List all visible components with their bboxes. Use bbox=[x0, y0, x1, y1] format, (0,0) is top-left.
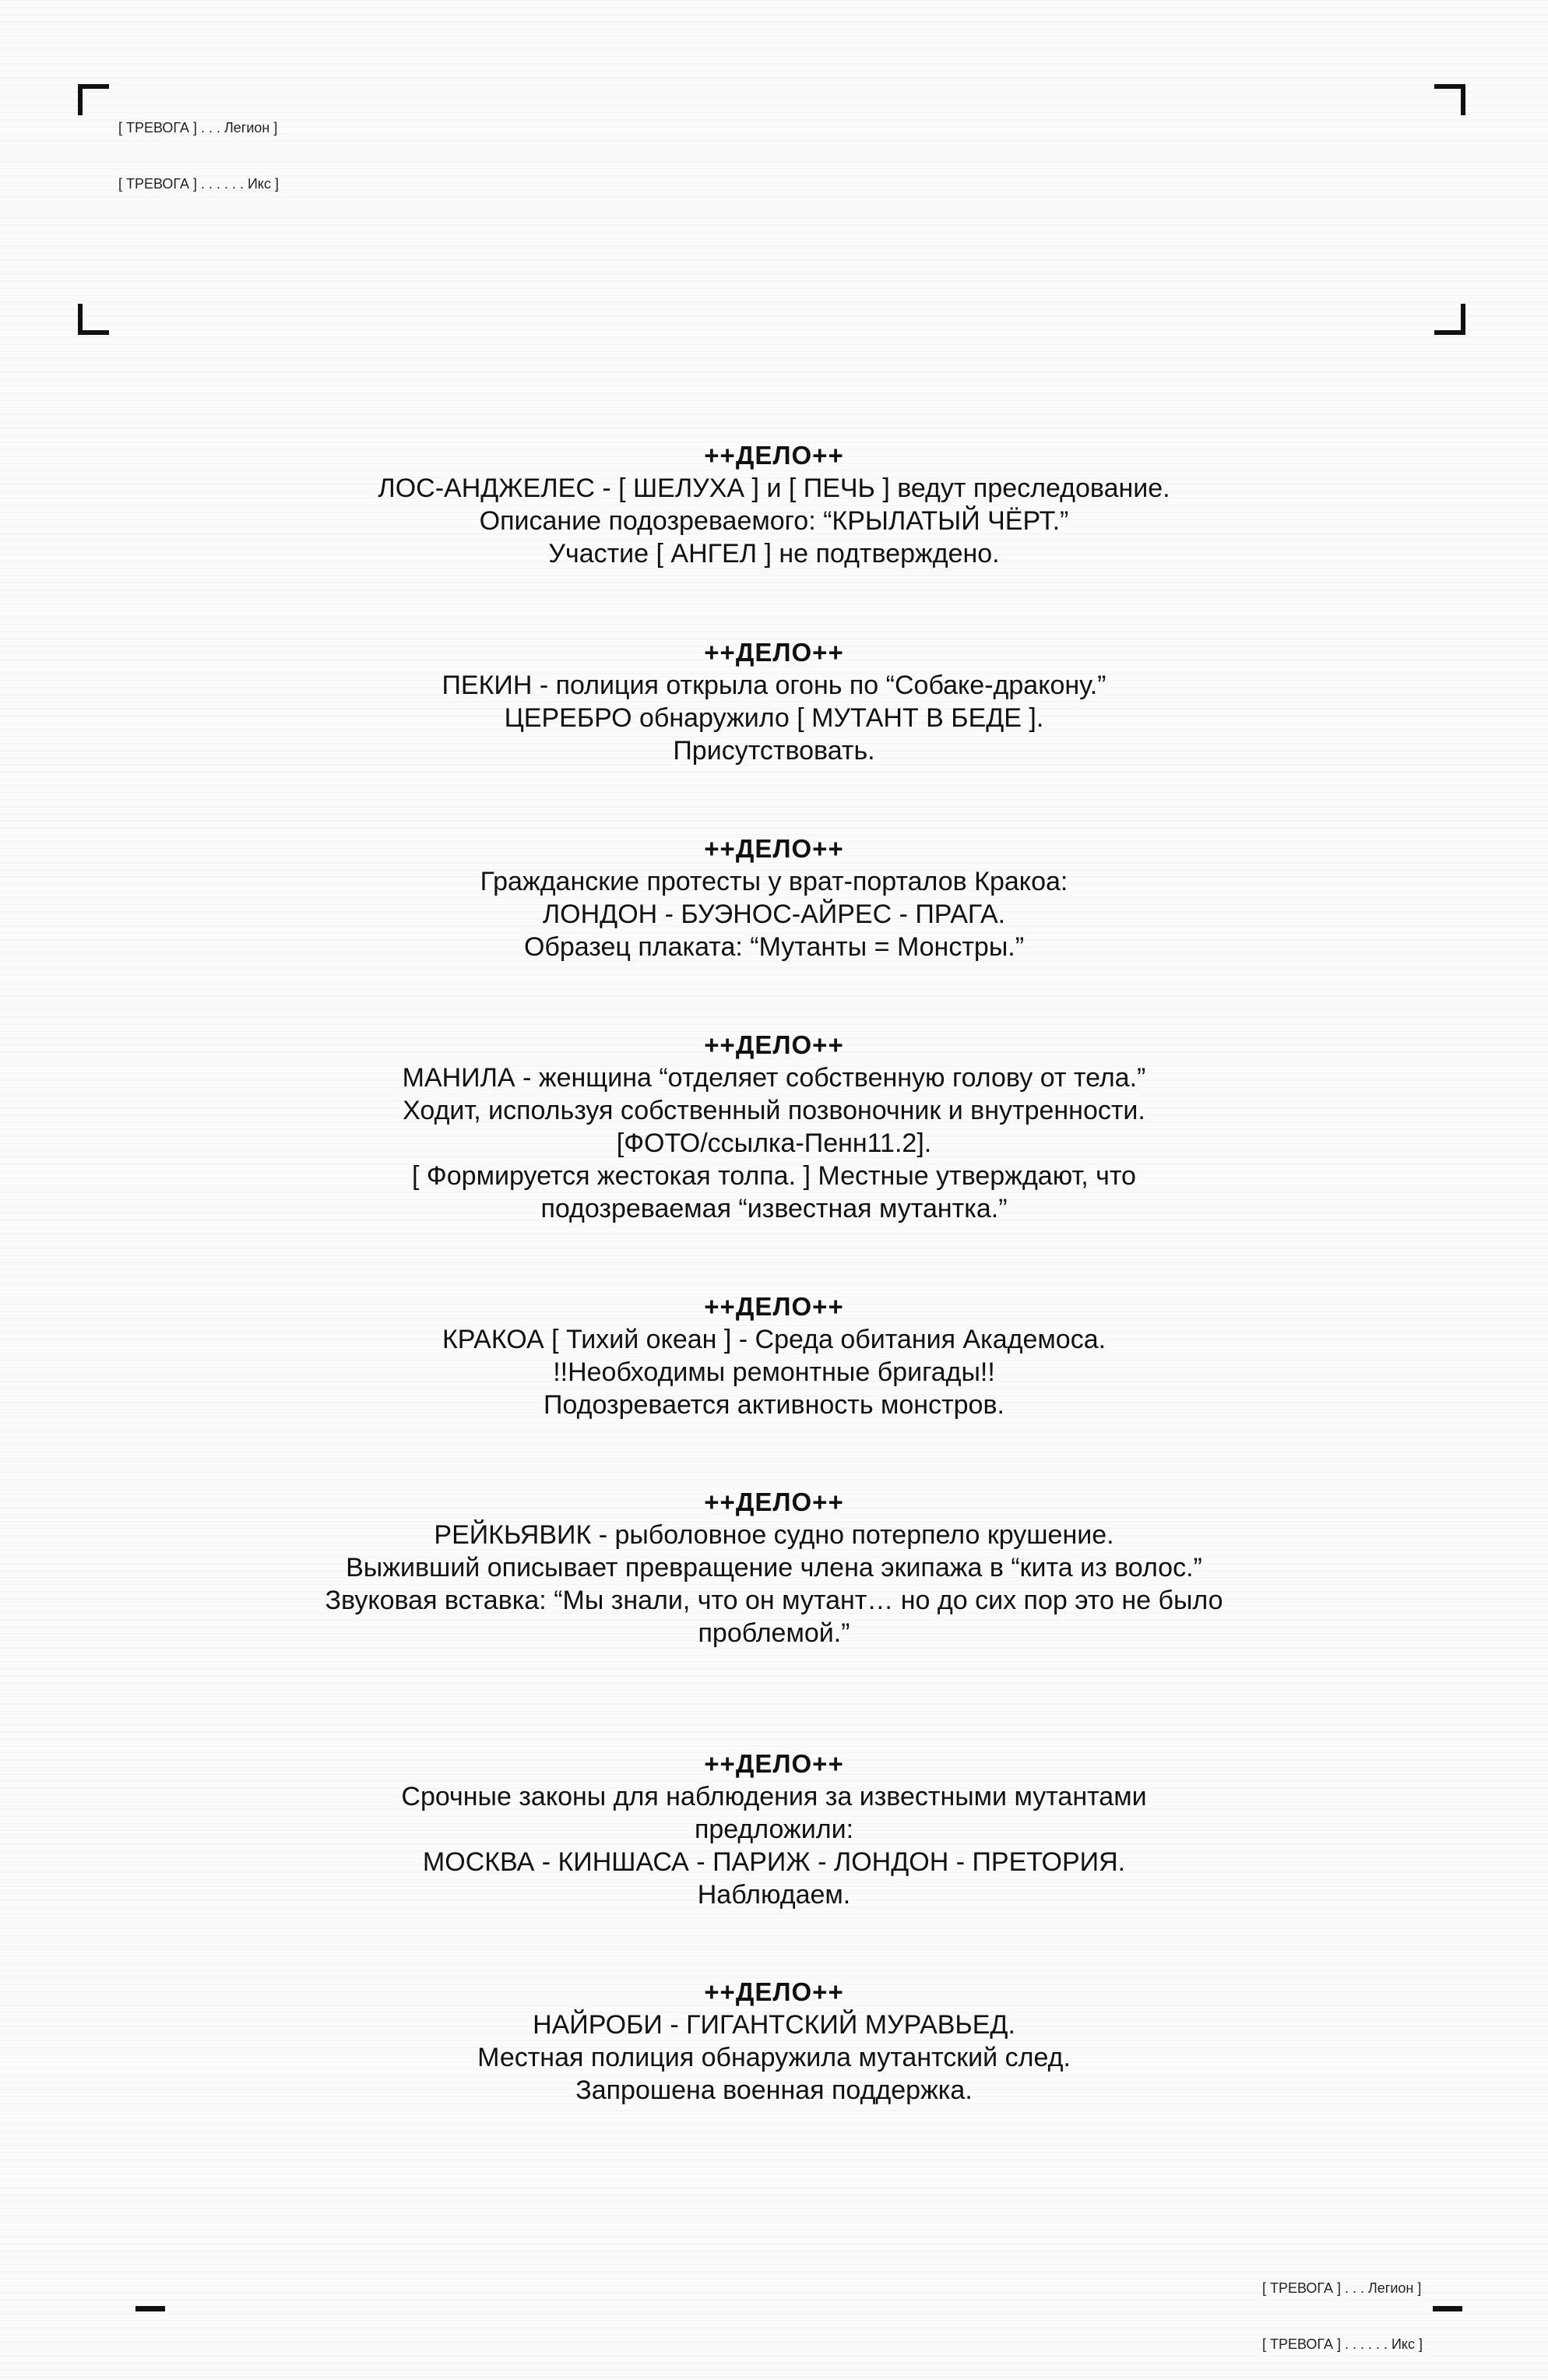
case-title: ++ДЕЛО++ bbox=[704, 638, 844, 667]
case-line: Срочные законы для наблюдения за известными мутантами bbox=[401, 1782, 1147, 1811]
case-line: Гражданские протесты у врат-порталов Кракоа: bbox=[480, 867, 1068, 896]
case-entry-protests bbox=[0, 833, 1548, 963]
case-title: ++ДЕЛО++ bbox=[704, 441, 844, 470]
header-alert-x: [ ТРЕВОГА ] . . . . . . Икс ] bbox=[118, 176, 279, 192]
case-line: Выживший описывает превращение члена экипажа в “кита из волос.” bbox=[346, 1553, 1202, 1583]
case-entry-nairobi bbox=[0, 1976, 1548, 2107]
frame-corner-top-left bbox=[78, 84, 109, 115]
case-line: ЛОНДОН - БУЭНОС-АЙРЕС - ПРАГА. bbox=[542, 900, 1006, 929]
case-line: НАЙРОБИ - ГИГАНТСКИЙ МУРАВЬЕД. bbox=[533, 2010, 1015, 2040]
case-line: !!Необходимы ремонтные бригады!! bbox=[553, 1357, 995, 1387]
case-entry-beijing bbox=[0, 636, 1548, 767]
case-line: ПЕКИН - полиция открыла огонь по “Собаке-дракону.” bbox=[442, 671, 1106, 700]
case-line: Наблюдаем. bbox=[697, 1880, 851, 1910]
footer-alert bbox=[1262, 2241, 1423, 2372]
case-line: Присутствовать. bbox=[673, 736, 875, 766]
case-line: МОСКВА - КИНШАСА - ПАРИЖ - ЛОНДОН - ПРЕТОРИЯ. bbox=[422, 1847, 1126, 1877]
case-title: ++ДЕЛО++ bbox=[704, 1488, 844, 1516]
frame-corner-bottom-left bbox=[78, 304, 109, 335]
case-line: [ Формируется жестокая толпа. ] Местные утверждают, что bbox=[412, 1161, 1136, 1191]
case-title: ++ДЕЛО++ bbox=[704, 834, 844, 863]
case-line: Ходит, используя собственный позвоночник и внутренности. bbox=[403, 1096, 1145, 1125]
case-entry-krakoa bbox=[0, 1290, 1548, 1421]
header-alert-legion: [ ТРЕВОГА ] . . . Легион ] bbox=[118, 120, 278, 136]
case-title: ++ДЕЛО++ bbox=[704, 1749, 844, 1778]
case-line: Участие [ АНГЕЛ ] не подтверждено. bbox=[548, 539, 1000, 569]
case-line: Местная полиция обнаружила мутантский след. bbox=[477, 2043, 1071, 2072]
footer-dash-left bbox=[135, 2306, 165, 2311]
case-line: предложили: bbox=[694, 1815, 854, 1844]
case-entry-reykjavik bbox=[0, 1486, 1548, 1649]
frame-corner-top-right bbox=[1434, 84, 1465, 115]
case-line: ЦЕРЕБРО обнаружило [ МУТАНТ В БЕДЕ ]. bbox=[504, 703, 1044, 733]
case-line: проблемой.” bbox=[698, 1618, 850, 1648]
case-line: Описание подозреваемого: “КРЫЛАТЫЙ ЧЁРТ.” bbox=[479, 506, 1069, 536]
case-entry-manila bbox=[0, 1029, 1548, 1225]
case-line: Образец плаката: “Мутанты = Монстры.” bbox=[523, 932, 1025, 962]
frame-corner-bottom-right bbox=[1434, 304, 1465, 335]
footer-dash-right bbox=[1433, 2306, 1462, 2311]
case-line: Звуковая вставка: “Мы знали, что он мутант… но до сих пор это не было bbox=[325, 1586, 1223, 1615]
case-entry-laws bbox=[0, 1748, 1548, 1911]
case-line: МАНИЛА - женщина “отделяет собственную голову от тела.” bbox=[402, 1063, 1146, 1093]
case-line: РЕЙКЬЯВИК - рыболовное судно потерпело крушение. bbox=[434, 1520, 1114, 1550]
case-entry-los-angeles bbox=[0, 439, 1548, 570]
case-line: подозреваемая “известная мутантка.” bbox=[540, 1194, 1008, 1223]
header-alert bbox=[118, 81, 279, 212]
footer-alert-x: [ ТРЕВОГА ] . . . . . . Икс ] bbox=[1262, 2336, 1423, 2352]
case-line: ЛОС-АНДЖЕЛЕС - [ ШЕЛУХА ] и [ ПЕЧЬ ] ведут преследование. bbox=[378, 474, 1170, 503]
case-title: ++ДЕЛО++ bbox=[704, 1292, 844, 1321]
case-line: КРАКОА [ Тихий океан ] - Среда обитания Академоса. bbox=[442, 1325, 1106, 1354]
case-title: ++ДЕЛО++ bbox=[704, 1030, 844, 1059]
footer-alert-legion: [ ТРЕВОГА ] . . . Легион ] bbox=[1262, 2280, 1422, 2296]
case-title: ++ДЕЛО++ bbox=[704, 1977, 844, 2006]
case-line: Запрошена военная поддержка. bbox=[575, 2075, 973, 2105]
case-line: Подозревается активность монстров. bbox=[544, 1390, 1004, 1420]
case-line: [ФОТО/ссылка-Пенн11.2]. bbox=[616, 1128, 932, 1158]
